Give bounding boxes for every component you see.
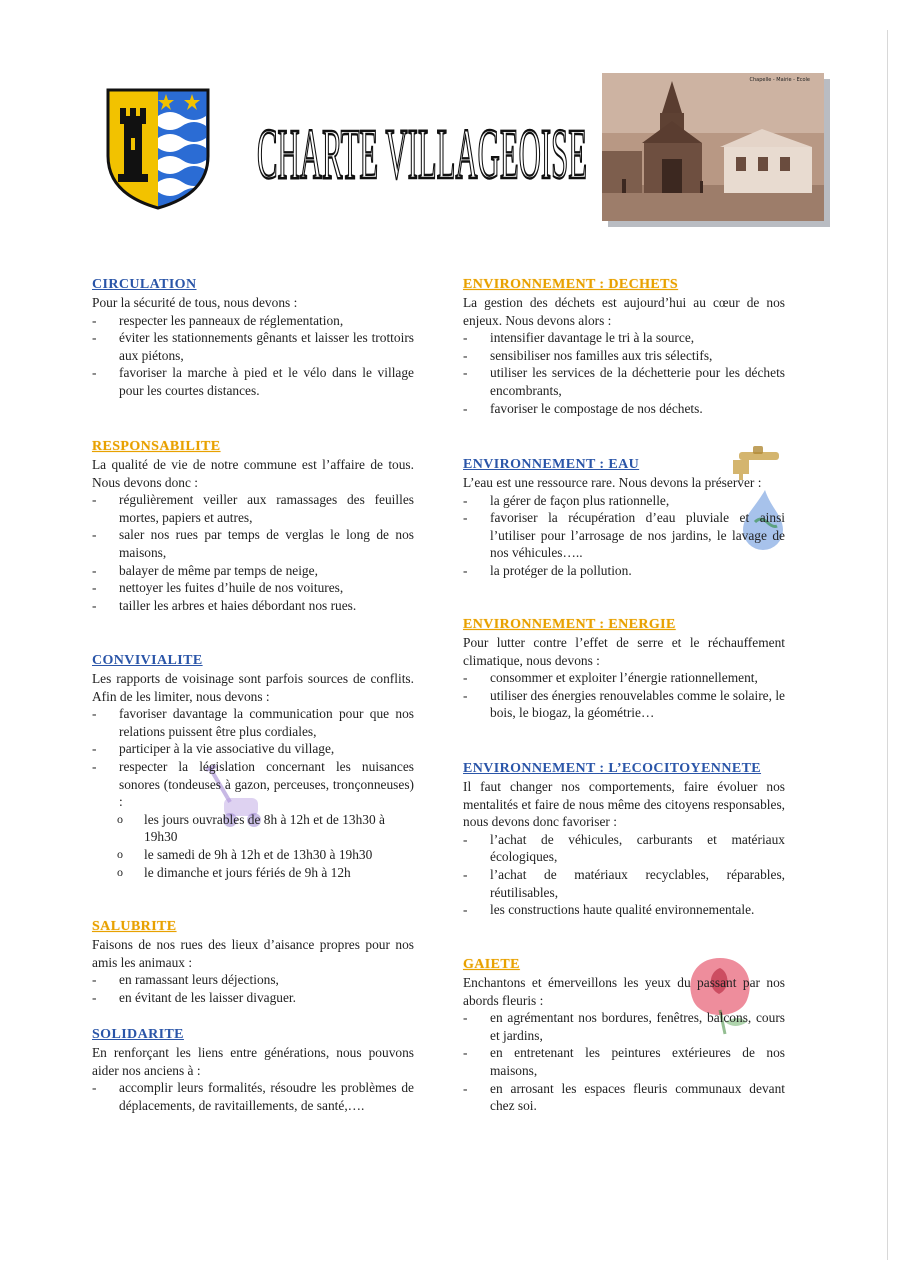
list-item: - saler nos rues par temps de verglas le long de nos maisons,	[92, 526, 414, 561]
section-circulation	[92, 276, 414, 400]
section-responsabilite	[92, 438, 414, 614]
page-title	[252, 86, 592, 196]
list-item: - balayer de même par temps de neige,	[92, 562, 414, 580]
list-item: - en agrémentant nos bordures, fenêtres, balcons, cours et jardins,	[463, 1009, 785, 1044]
section-title: ENVIRONNEMENT : EAU	[463, 457, 640, 472]
svg-text:CHARTE VILLAGEOISE: CHARTE VILLAGEOISE	[257, 114, 587, 194]
list-item: - la gérer de façon plus rationnelle,	[463, 492, 785, 510]
list-item: - utiliser les services de la déchetterie pour les déchets encombrants,	[463, 364, 785, 399]
list-item: - l’achat de matériaux recyclables, réparables, réutilisables,	[463, 866, 785, 901]
section-intro: La gestion des déchets est aujourd’hui au cœur de nos enjeux. Nous devons alors :	[463, 295, 785, 328]
list-item: - en évitant de les laisser divaguer.	[92, 989, 414, 1007]
section-intro: Faisons de nos rues des lieux d’aisance propres pour nos amis les animaux :	[92, 937, 414, 970]
list-item: - respecter la législation concernant les nuisances sonores (tondeuses à gazon, perceuses, tronçonneuses) :	[92, 758, 414, 811]
section-convivialite	[92, 652, 414, 881]
section-intro: En renforçant les liens entre générations, nous pouvons aider nos anciens à :	[92, 1045, 414, 1078]
section-gaiete	[463, 956, 785, 1115]
section-title: CONVIVIALITE	[92, 653, 203, 668]
section-intro: Les rapports de voisinage sont parfois sources de conflits. Afin de les limiter, nous devons :	[92, 671, 414, 704]
section-list	[463, 492, 785, 580]
village-crest-icon	[104, 86, 212, 212]
page-edge-line	[887, 30, 888, 1260]
section-salubrite	[92, 918, 414, 1006]
section-list	[463, 831, 785, 919]
section-intro: Il faut changer nos comportements, faire évoluer nos mentalités et faire de nous même des citoyens responsables, nous devons donc favoriser :	[463, 779, 785, 830]
section-title: SOLIDARITE	[92, 1027, 184, 1042]
section-intro: L’eau est une ressource rare. Nous devons la préserver :	[463, 475, 762, 490]
section-list	[92, 971, 414, 1006]
section-dechets	[463, 276, 785, 417]
section-title: ENVIRONNEMENT : ENERGIE	[463, 617, 676, 632]
section-title: SALUBRITE	[92, 919, 177, 934]
section-solidarite	[92, 1026, 414, 1114]
schedule-item: o le dimanche et jours fériés de 9h à 12h	[92, 864, 414, 882]
schedule-item: o les jours ouvrables de 8h à 12h et de 13h30 à 19h30	[92, 811, 414, 846]
list-item: - consommer et exploiter l’énergie rationnellement,	[463, 669, 785, 687]
list-item: - respecter les panneaux de réglementation,	[92, 312, 414, 330]
list-item: - accomplir leurs formalités, résoudre les problèmes de déplacements, de ravitaillements, de santé,….	[92, 1079, 414, 1114]
section-intro: Pour la sécurité de tous, nous devons :	[92, 295, 298, 310]
section-list	[92, 491, 414, 614]
section-list	[92, 312, 414, 400]
section-energie	[463, 616, 785, 722]
section-title: CIRCULATION	[92, 277, 197, 292]
section-eau	[463, 456, 785, 580]
list-item: - utiliser des énergies renouvelables comme le solaire, le bois, le biogaz, la géométrie…	[463, 687, 785, 722]
list-item: - régulièrement veiller aux ramassages des feuilles mortes, papiers et autres,	[92, 491, 414, 526]
section-list	[463, 1009, 785, 1115]
list-item: - favoriser le compostage de nos déchets.	[463, 400, 785, 418]
list-item: - en entretenant les peintures extérieures de nos maisons,	[463, 1044, 785, 1079]
section-title: GAIETE	[463, 957, 520, 972]
section-intro: Pour lutter contre l’effet de serre et le réchauffement climatique, nous devons :	[463, 635, 785, 668]
section-title: ENVIRONNEMENT : DECHETS	[463, 277, 679, 292]
list-item: - favoriser la récupération d’eau pluviale et ainsi l’utiliser pour l’arrosage de nos jardins, le lavage de nos véhicules…..	[463, 509, 785, 562]
schedule-list	[92, 811, 414, 881]
section-list	[92, 705, 414, 811]
list-item: - favoriser la marche à pied et le vélo dans le village pour les courtes distances.	[92, 364, 414, 399]
list-item: - en arrosant les espaces fleuris communaux devant chez soi.	[463, 1080, 785, 1115]
section-list	[92, 1079, 414, 1114]
list-item: - éviter les stationnements gênants et laisser les trottoirs aux piétons,	[92, 329, 414, 364]
list-item: - l’achat de véhicules, carburants et matériaux écologiques,	[463, 831, 785, 866]
section-title: RESPONSABILITE	[92, 439, 221, 454]
chapel-photo	[602, 73, 824, 221]
section-title: ENVIRONNEMENT : L’ECOCITOYENNETE	[463, 761, 762, 776]
section-list	[463, 669, 785, 722]
list-item: - sensibiliser nos familles aux tris sélectifs,	[463, 347, 785, 365]
section-ecocitoyennete	[463, 760, 785, 919]
chapel-photo-image	[602, 73, 824, 221]
list-item: - favoriser davantage la communication pour que nos relations puissent être plus cordiales,	[92, 705, 414, 740]
list-item: - en ramassant leurs déjections,	[92, 971, 414, 989]
list-item: - tailler les arbres et haies débordant nos rues.	[92, 597, 414, 615]
list-item: - la protéger de la pollution.	[463, 562, 785, 580]
section-intro: La qualité de vie de notre commune est l’affaire de tous. Nous devons donc :	[92, 457, 414, 490]
photo-caption: Chapelle - Mairie - Ecole	[749, 77, 810, 83]
list-item: - les constructions haute qualité environnementale.	[463, 901, 785, 919]
schedule-item: o le samedi de 9h à 12h et de 13h30 à 19h30	[92, 846, 414, 864]
section-intro: Enchantons et émerveillons les yeux du passant par nos abords fleuris :	[463, 975, 785, 1008]
section-list	[463, 329, 785, 417]
list-item: - intensifier davantage le tri à la source,	[463, 329, 785, 347]
list-item: - participer à la vie associative du village,	[92, 740, 414, 758]
list-item: - nettoyer les fuites d’huile de nos voitures,	[92, 579, 414, 597]
